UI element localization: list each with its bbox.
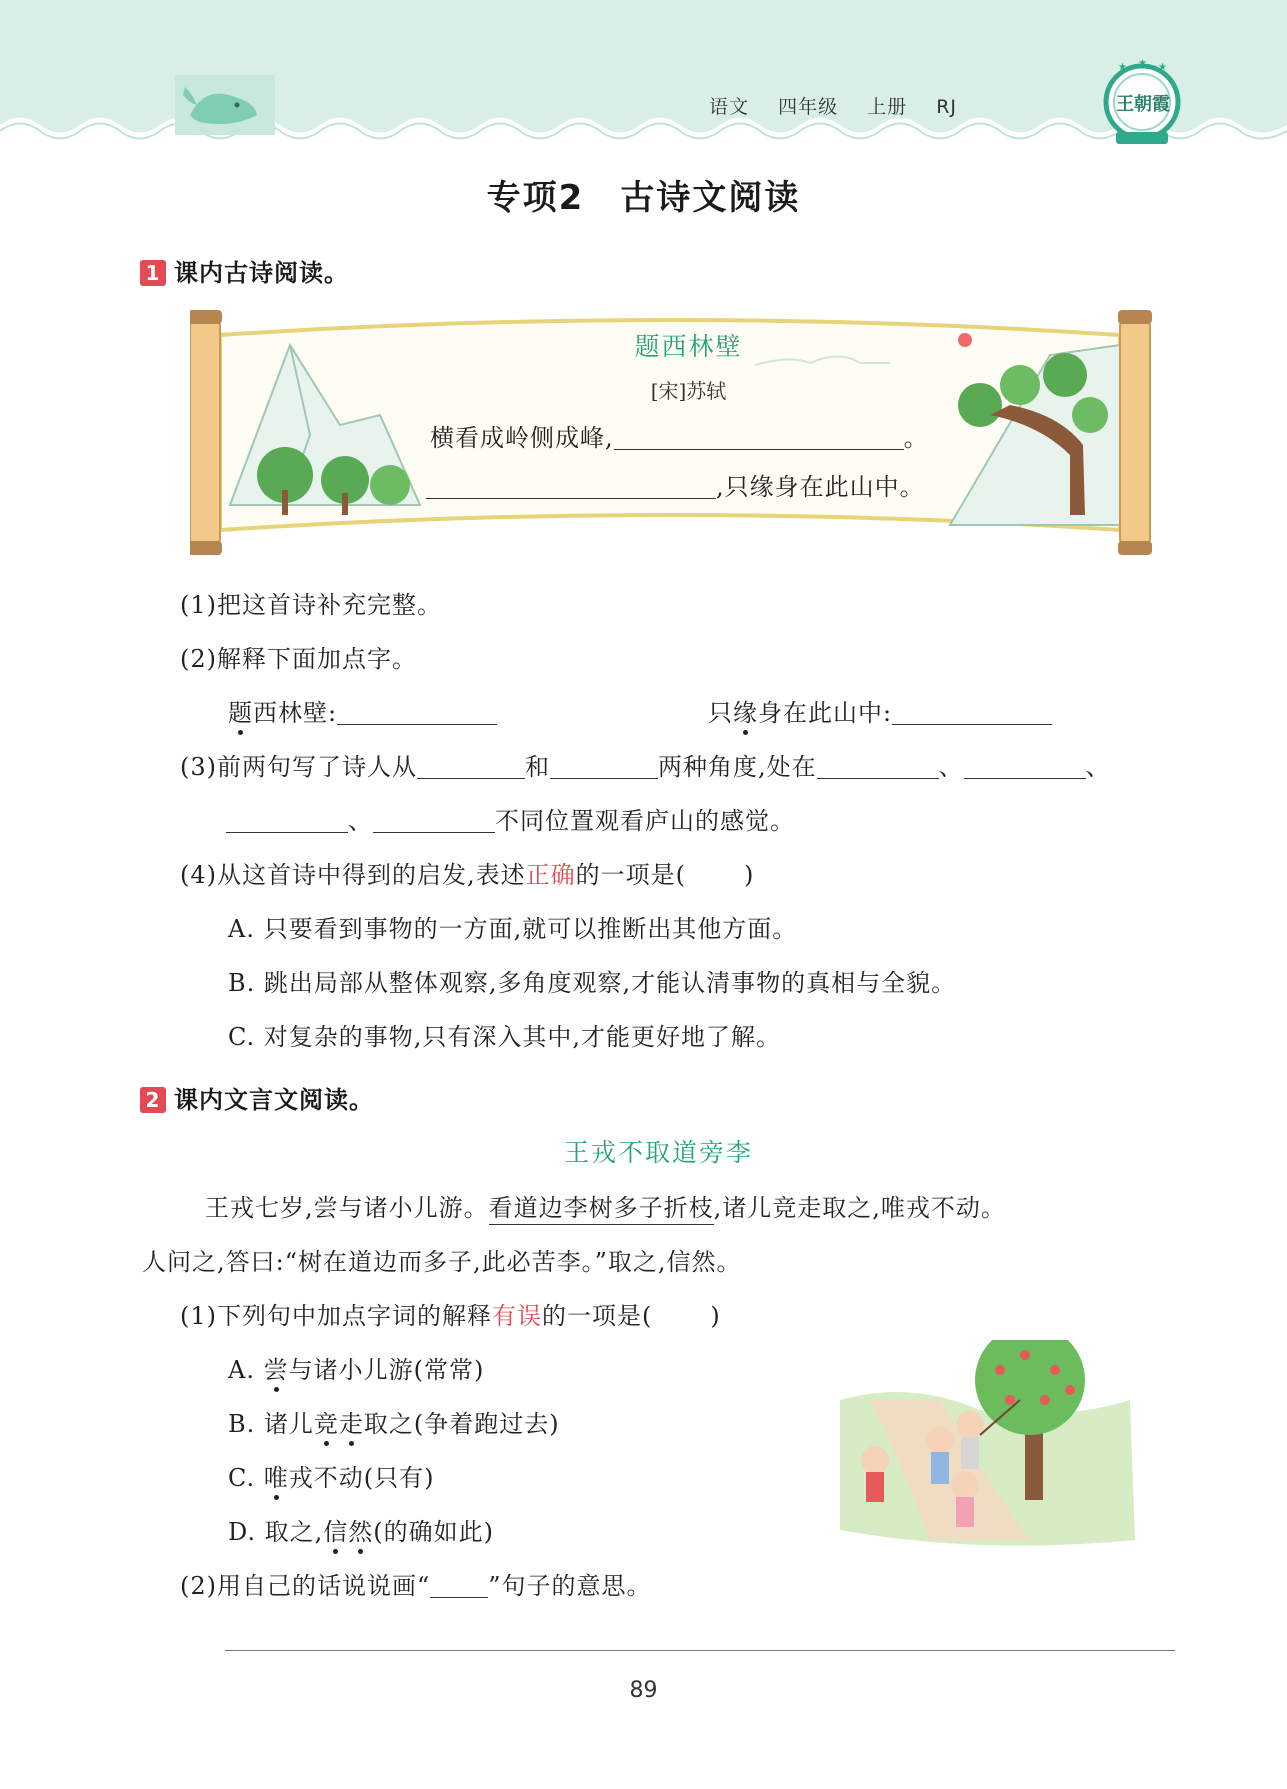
s1-q3-sep-2: 、: [1085, 753, 1111, 781]
s1-question-3-line1: [180, 747, 1111, 782]
s2-opt-a-pre: A.: [228, 1356, 255, 1384]
dotted-char-jing: 竞: [313, 1410, 339, 1438]
s1-q3-blank-2[interactable]: [550, 754, 658, 779]
classical-para-2: 人问之,答曰:“树在道边而多子,此必苦李。”取之,信然。: [142, 1248, 742, 1276]
whale-icon: [175, 75, 275, 135]
s1-q3-blank-5[interactable]: [226, 808, 348, 833]
s1-q3-blank-3[interactable]: [817, 754, 939, 779]
dotted-char-ti: 题: [228, 699, 253, 727]
poem-line-1-text: 横看成岭侧成峰,: [430, 424, 614, 452]
s1-q4-pre: (4)从这首诗中得到的启发,表述: [180, 861, 526, 889]
s2-q2-pre: (2)用自己的话说说画“: [180, 1572, 431, 1600]
section1-number: 1: [140, 260, 166, 286]
header-volume: 上册: [867, 96, 908, 118]
s2-q2-post: ”句子的意思。: [488, 1572, 652, 1600]
s2-opt-c-pre: C.: [228, 1464, 256, 1492]
s1-option-a[interactable]: A. 只要看到事物的一方面,就可以推断出其他方面。: [228, 915, 798, 943]
s1-q2-item-1-text: 西林壁:: [253, 699, 338, 727]
s1-q4-close: ): [744, 861, 755, 889]
s2-option-a[interactable]: [228, 1350, 484, 1385]
s1-q2-blank-2[interactable]: [892, 700, 1052, 725]
s2-opt-a-post: 与诸小儿游(常常): [288, 1356, 485, 1384]
para1-part-a: 王戎七岁,尝与诸小儿游。: [205, 1194, 489, 1222]
s1-question-2: (2)解释下面加点字。: [180, 645, 417, 673]
logo-text: 王朝霞: [1116, 94, 1170, 115]
s2-q1-close: ): [710, 1302, 721, 1330]
s1-q3-sep-3: 、: [348, 807, 373, 835]
classical-para-1: [205, 1188, 1006, 1223]
s2-q2-blank-mark: [430, 1573, 488, 1598]
s2-question-1: [180, 1296, 721, 1331]
s1-q3-text-a: (3)前两句写了诗人从: [180, 753, 417, 781]
plum-tree-illustration: [830, 1340, 1140, 1550]
logo-badge: [1102, 60, 1182, 146]
s1-q3-blank-6[interactable]: [373, 808, 495, 833]
s1-q4-post: 的一项是(: [575, 861, 686, 889]
s1-q2-item-2-tail: 身在此山中:: [758, 699, 893, 727]
s1-option-b[interactable]: B. 跳出局部从整体观察,多角度观察,才能认清事物的真相与全貌。: [228, 969, 957, 997]
poem-blank-1[interactable]: [614, 425, 904, 450]
s1-q3-blank-4[interactable]: [964, 754, 1086, 779]
page-number: 89: [629, 1678, 658, 1703]
s1-q3-text-c: 两种角度,处在: [658, 753, 817, 781]
dotted-char-ran: 然: [348, 1518, 374, 1546]
page-title: 专项2 古诗文阅读: [486, 178, 801, 218]
s2-q1-pre: (1)下列句中加点字词的解释: [180, 1302, 492, 1330]
para1-part-b: ,诸儿竞走取之,唯戎不动。: [713, 1194, 1006, 1222]
s2-q1-post: 的一项是(: [542, 1302, 653, 1330]
s1-q2-item-2-pre: 只: [708, 699, 733, 727]
s2-q1-red: 有误: [492, 1302, 542, 1330]
svg-text:★: ★: [1138, 60, 1147, 69]
s1-q3-text-b: 和: [525, 753, 550, 781]
s2-opt-c-post: 戎不动(只有): [288, 1464, 435, 1492]
poem-title: 题西林壁: [634, 332, 743, 361]
s1-q2-item-1: [228, 693, 497, 728]
header-grade: 四年级: [778, 96, 839, 118]
svg-text:★: ★: [1158, 62, 1167, 73]
dotted-char-yuan: 缘: [733, 699, 758, 727]
s2-opt-b-pre: B. 诸儿: [228, 1410, 314, 1438]
dotted-char-chang: 尝: [263, 1356, 289, 1384]
s1-q2-item-2: [708, 693, 1052, 728]
s2-option-c[interactable]: [228, 1458, 435, 1493]
s2-option-d[interactable]: [228, 1512, 494, 1547]
s1-question-4: [180, 855, 754, 890]
footer-rule: [225, 1650, 1175, 1651]
s2-option-b[interactable]: [228, 1404, 560, 1439]
s1-option-c[interactable]: C. 对复杂的事物,只有深入其中,才能更好地了解。: [228, 1023, 782, 1051]
s1-q3-blank-1[interactable]: [417, 754, 525, 779]
para1-underlined-sentence: 看道边李树多子折枝: [489, 1194, 714, 1225]
poem-blank-2[interactable]: [426, 474, 716, 499]
s2-question-2: [180, 1566, 652, 1601]
poem-line-1: 横看成岭侧成峰, 。: [430, 424, 929, 452]
section2-number: 2: [140, 1087, 166, 1113]
svg-text:★: ★: [1118, 62, 1127, 73]
s1-question-3-line2: [226, 801, 795, 836]
poem-author: [宋]苏轼: [650, 379, 727, 403]
section2-heading: [140, 1080, 374, 1115]
s1-q4-red: 正确: [525, 861, 576, 889]
s2-opt-b-post: 取之(争着跑过去): [363, 1410, 560, 1438]
s2-opt-d-pre: D. 取之,: [228, 1518, 324, 1546]
dotted-char-zou: 走: [338, 1410, 364, 1438]
s2-opt-d-post: (的确如此): [373, 1518, 495, 1546]
section2-title: 课内文言文阅读。: [174, 1086, 374, 1114]
dotted-char-wei: 唯: [263, 1464, 289, 1492]
s1-q3-sep-1: 、: [938, 753, 964, 781]
section1-title: 课内古诗阅读。: [174, 259, 349, 287]
header-edition: RJ: [936, 96, 957, 118]
poem-line-2-text: ,只缘身在此山中。: [716, 473, 925, 501]
section1-heading: [140, 253, 349, 288]
classical-text-title: 王戎不取道旁李: [563, 1138, 753, 1167]
header-subject: 语文: [709, 96, 750, 118]
poem-line-2: [426, 467, 925, 502]
header-meta: [687, 92, 957, 119]
dotted-char-xin: 信: [323, 1518, 349, 1546]
s1-q3-tail: 不同位置观看庐山的感觉。: [495, 807, 795, 835]
s1-question-1: (1)把这首诗补充完整。: [180, 591, 442, 619]
s1-q2-blank-1[interactable]: [337, 700, 497, 725]
